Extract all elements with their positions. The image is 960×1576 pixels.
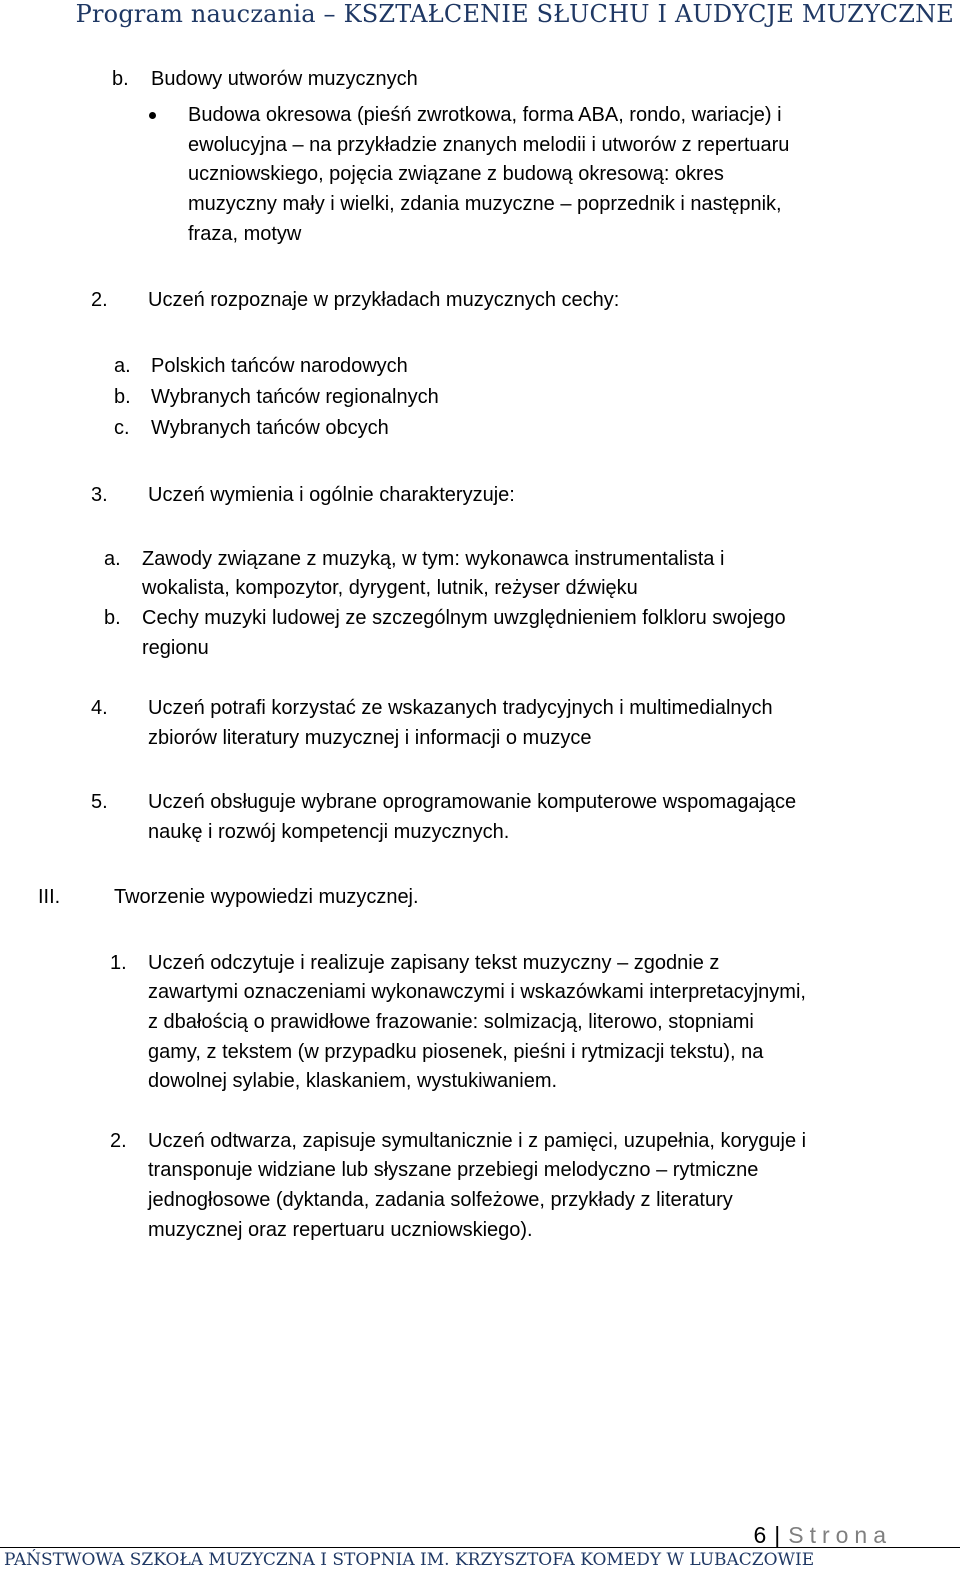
paragraph-line: fraza, motyw (188, 223, 302, 245)
footer-divider (0, 1547, 960, 1548)
item-number: 4. (91, 697, 108, 719)
item-line: z dbałością o prawidłowe frazowanie: solmizacją, literowo, stopniami (148, 1011, 754, 1033)
item-line: naukę i rozwój kompetencji muzycznych. (148, 821, 510, 843)
item-number: 1. (110, 952, 127, 974)
section-title: Tworzenie wypowiedzi muzycznej. (114, 886, 419, 908)
item-line: zbiorów literatury muzycznej i informacji o muzyce (148, 727, 592, 749)
sub-item-marker: b. (114, 386, 131, 408)
list-item-title: Budowy utworów muzycznych (151, 68, 418, 90)
sub-item-line: Cechy muzyki ludowej ze szczególnym uwzględnieniem folkloru swojego (142, 607, 786, 629)
sub-item-marker: b. (104, 607, 121, 629)
item-line: Uczeń potrafi korzystać ze wskazanych tradycyjnych i multimedialnych (148, 697, 773, 719)
paragraph-line: ewolucyjna – na przykładzie znanych melodii i utworów z repertuaru (188, 134, 790, 156)
paragraph-line: Budowa okresowa (pieśń zwrotkowa, forma ABA, rondo, wariacje) i (188, 104, 782, 126)
sub-item-line: wokalista, kompozytor, dyrygent, lutnik, reżyser dźwięku (142, 577, 638, 599)
page-number-label: Strona (788, 1522, 892, 1548)
footer-text: PAŃSTWOWA SZKOŁA MUZYCZNA I STOPNIA IM. KRZYSZTOFA KOMEDY W LUBACZOWIE (4, 1550, 815, 1570)
item-line: Uczeń odtwarza, zapisuje symultanicznie i z pamięci, uzupełnia, koryguje i (148, 1130, 807, 1152)
item-number: 2. (91, 289, 108, 311)
item-line: gamy, z tekstem (w przypadku piosenek, pieśni i rytmizacji tekstu), na (148, 1041, 764, 1063)
sub-item-text: Wybranych tańców regionalnych (151, 386, 439, 408)
page-number (753, 1521, 892, 1549)
page-number-value: 6 (753, 1522, 767, 1548)
list-marker: b. (112, 68, 129, 90)
item-line: transponuje widziane lub słyszane przebiegi melodyczno – rytmiczne (148, 1159, 759, 1181)
page-number-separator: | (774, 1522, 781, 1548)
item-line: zawartymi oznaczeniami wykonawczymi i wskazówkami interpretacyjnymi, (148, 981, 806, 1003)
paragraph-line: muzyczny mały i wielki, zdania muzyczne – poprzednik i następnik, (188, 193, 782, 215)
item-number: 5. (91, 791, 108, 813)
item-line: dowolnej sylabie, klaskaniem, wystukiwaniem. (148, 1070, 558, 1092)
sub-item-marker: a. (104, 548, 121, 570)
paragraph-line: uczniowskiego, pojęcia związane z budową okresową: okres (188, 163, 724, 185)
bullet-icon (149, 112, 156, 119)
item-line: jednogłosowe (dyktanda, zadania solfeżowe, przykłady z literatury (148, 1189, 733, 1211)
sub-item-line: regionu (142, 637, 209, 659)
page-header-title: Program nauczania – KSZTAŁCENIE SŁUCHU I AUDYCJE MUZYCZNE (75, 0, 954, 28)
sub-item-text: Wybranych tańców obcych (151, 417, 389, 439)
item-number: 3. (91, 484, 108, 506)
item-text: Uczeń wymienia i ogólnie charakteryzuje: (148, 484, 515, 506)
sub-item-marker: a. (114, 355, 131, 377)
item-line: Uczeń odczytuje i realizuje zapisany tekst muzyczny – zgodnie z (148, 952, 720, 974)
sub-item-marker: c. (114, 417, 130, 439)
item-line: Uczeń obsługuje wybrane oprogramowanie komputerowe wspomagające (148, 791, 797, 813)
section-numeral: III. (38, 886, 61, 908)
sub-item-text: Polskich tańców narodowych (151, 355, 408, 377)
item-text: Uczeń rozpoznaje w przykładach muzycznych cechy: (148, 289, 620, 311)
item-number: 2. (110, 1130, 127, 1152)
sub-item-line: Zawody związane z muzyką, w tym: wykonawca instrumentalista i (142, 548, 725, 570)
item-line: muzycznej oraz repertuaru uczniowskiego). (148, 1219, 533, 1241)
